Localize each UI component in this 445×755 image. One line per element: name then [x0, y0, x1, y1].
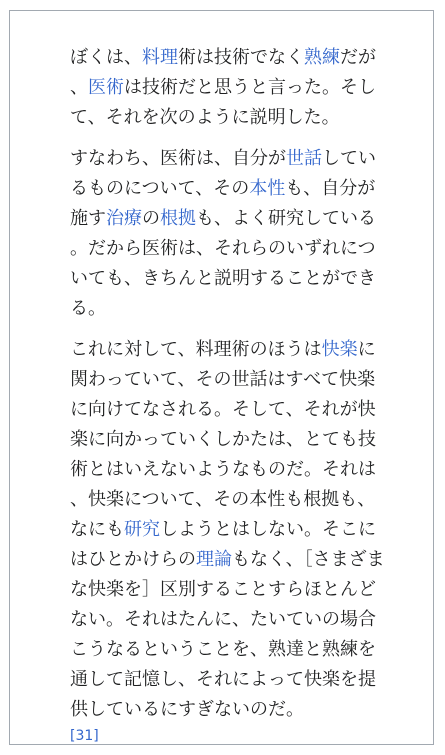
- inline-link[interactable]: 医術: [88, 77, 124, 98]
- inline-link[interactable]: 理論: [196, 549, 232, 570]
- paragraph-text: すなわち、医術は、自分が: [70, 148, 286, 169]
- quote-content: [70, 43, 386, 747]
- inline-link[interactable]: 治療: [106, 208, 142, 229]
- inline-link[interactable]: 本性: [249, 178, 286, 199]
- paragraph-text: これに対して、料理術のほうは: [70, 339, 322, 360]
- inline-link[interactable]: 料理: [142, 47, 178, 68]
- paragraph-1: [70, 43, 386, 133]
- inline-link[interactable]: 根拠: [160, 208, 196, 229]
- inline-link[interactable]: 研究: [124, 519, 160, 540]
- inline-link[interactable]: 快楽: [321, 339, 358, 360]
- inline-link[interactable]: 熟練: [304, 47, 340, 68]
- paragraph-text: ぼくは、: [70, 47, 142, 68]
- paragraph-text: も、よく研究している。だから医術は、それらのいずれについても、きちんと説明することができる。: [70, 208, 376, 319]
- paragraph-text: 術は技術でなく: [178, 47, 304, 68]
- paragraph-text: しているものについて、その: [70, 148, 376, 199]
- paragraph-text: しようとはしない。そこにはひとかけらの: [70, 519, 376, 570]
- quote-box: [9, 10, 434, 745]
- paragraph-text: もなく、［さまざまな快楽を］区別することすらほとんどない。それはたんに、たいていの場合こうなるということを、熟達と熟練を通して記憶し、それによって快楽を提供しているにすぎないのだ。: [70, 549, 385, 720]
- paragraph-text: の: [142, 208, 160, 229]
- paragraph-2: [70, 144, 386, 324]
- paragraph-text: も、自分が施す: [70, 178, 376, 229]
- paragraph-text: は技術だと思うと言った。そして、それを次のように説明した。: [70, 77, 376, 128]
- paragraph-3: [70, 335, 386, 747]
- paragraph-text: に関わっていて、その世話はすべて快楽に向けてなされる。そして、それが快楽に向かっていくしかたは、とても技術とはいえないようなものだ。それは、快楽について、その本性も根拠も、なにも: [70, 339, 376, 540]
- citation-reference-link[interactable]: [31]: [70, 728, 99, 744]
- inline-link[interactable]: 世話: [286, 148, 322, 169]
- paragraph-text: だが、: [70, 47, 376, 98]
